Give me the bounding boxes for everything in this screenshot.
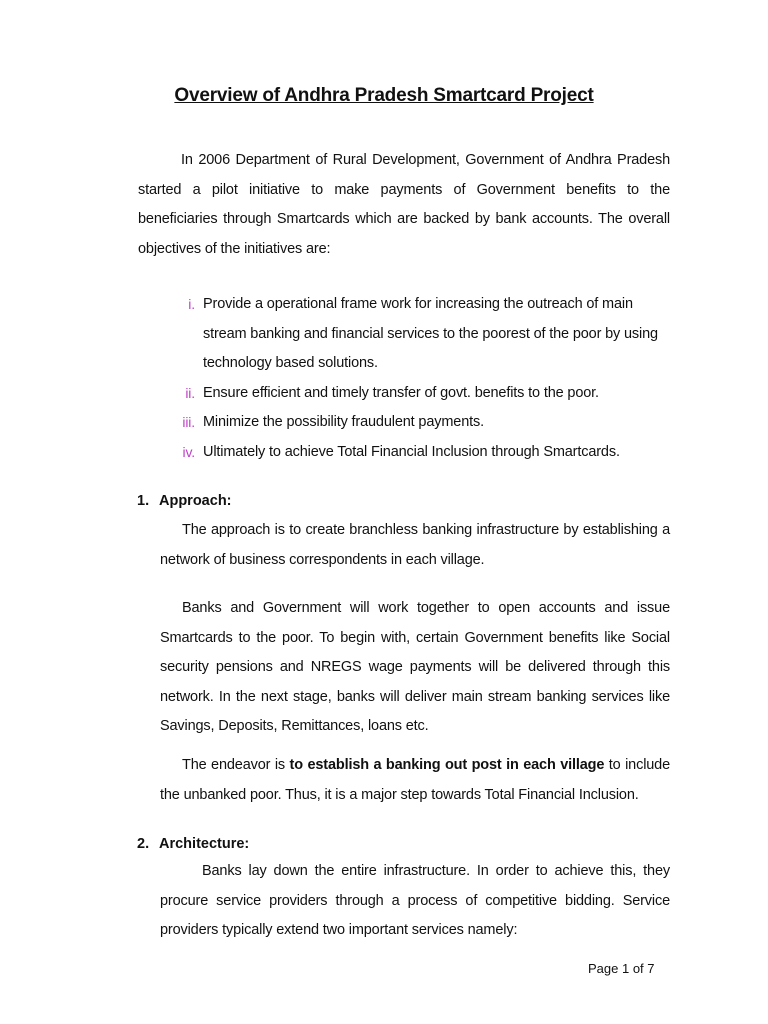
approach-text-3b: to include the unbanked poor. Thus, it is a major step towards Total Financial Inclusion. (160, 757, 671, 803)
list-item (160, 290, 670, 379)
architecture-text-1: Banks lay down the entire infrastructure. In order to achieve this, they procure service providers through a process of competitive bidding. Service providers typically extend two important services namely: (160, 863, 670, 938)
page-title: Overview of Andhra Pradesh Smartcard Project (174, 85, 594, 106)
approach-text-1: The approach is to create branchless banking infrastructure by establishing a network of business correspondents in each village. (160, 522, 670, 568)
architecture-paragraph-1 (160, 857, 670, 946)
approach-paragraph-2 (160, 594, 670, 742)
list-item (160, 379, 670, 409)
section-heading-approach (137, 491, 232, 511)
section-title: Architecture: (159, 836, 250, 852)
intro-text: In 2006 Department of Rural Development, Government of Andhra Pradesh started a pilot initiative to make payments of Government benefits to the beneficiaries through Smartcards which are backed by bank accounts. The overall objectives of the initiatives are: (138, 152, 670, 257)
objectives-list (160, 290, 670, 467)
list-item-text: Ultimately to achieve Total Financial Inclusion through Smartcards. (203, 443, 620, 460)
approach-paragraph-1 (160, 516, 670, 575)
list-item-number: iv. (182, 443, 195, 460)
section-number: 1. (137, 493, 150, 509)
list-item (160, 408, 670, 438)
approach-text-3a: The endeavor is (182, 757, 290, 773)
intro-paragraph (138, 146, 670, 264)
approach-text-2: Banks and Government will work together to open accounts and issue Smartcards to the poor. To begin with, certain Government benefits like Social security pensions and NREGS wage payments will be delivered through this network. In the next stage, banks will deliver main stream banking services like Savings, Deposits, Remittances, loans etc. (160, 600, 670, 734)
section-number: 2. (137, 836, 150, 852)
section-title: Approach: (159, 493, 232, 509)
list-item-text: Minimize the possibility fraudulent payments. (203, 414, 484, 430)
page-number: Page 1 of 7 (588, 961, 655, 976)
list-item-number: iii. (182, 414, 195, 430)
approach-text-3-bold: to establish a banking out post in each village (289, 757, 605, 773)
approach-paragraph-3 (160, 751, 670, 810)
list-item-number: i. (188, 296, 195, 312)
list-item-number: ii. (185, 384, 195, 401)
list-item-text: Provide a operational frame work for increasing the outreach of main stream banking and financial services to the poorest of the poor by using technology based solutions. (203, 296, 658, 371)
section-heading-architecture (137, 834, 249, 854)
list-item (160, 438, 670, 468)
list-item-text: Ensure efficient and timely transfer of govt. benefits to the poor. (203, 384, 599, 401)
